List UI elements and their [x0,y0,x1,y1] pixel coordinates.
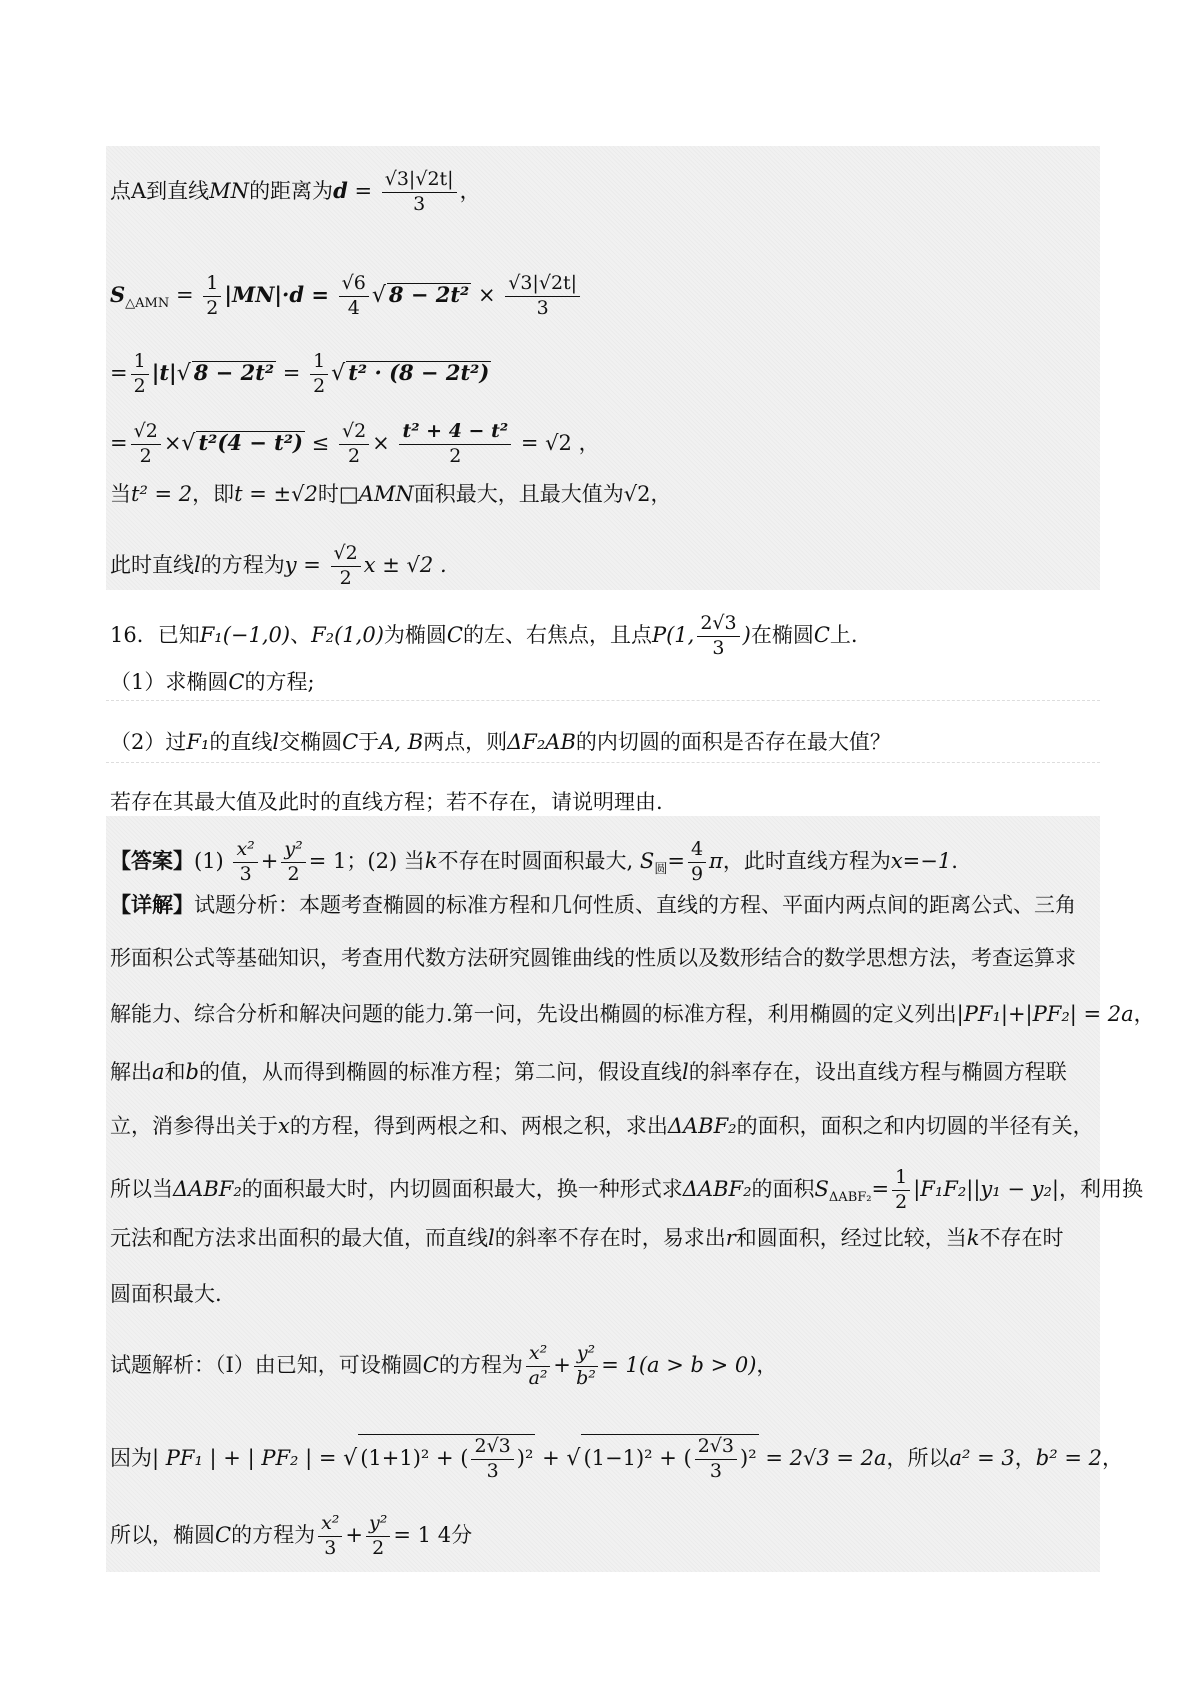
math: | PF₁ | + | PF₂ | = [152,1445,337,1470]
math: l [488,1226,495,1250]
text: = 1 [393,1522,432,1547]
text: 、 [290,622,312,647]
text: ， [650,482,672,506]
math: r [725,1226,736,1250]
solution-line-3 [110,1512,472,1561]
text: 的左、右焦点，且点 [462,622,652,647]
radical: t²(4 − t²) [198,429,303,455]
math: ΔABF₂ [682,1176,752,1201]
area-line-2: = $\frac{1}{2}$ |t|√ 8 − 2t² = $\frac{1}{2}$ √ t² · (8 − 2t²) [110,350,490,397]
fraction: $\frac{4}{9}$ [688,838,706,887]
area-line: $S_{\triangle AMN}$ = $\frac{1}{2}$ |MN|·d = $\frac{√6}{4}$ √ 8 − 2t² × $\frac{√3|√2t|}{3}$ [110,272,583,321]
text: + [260,848,279,873]
text: = [110,430,128,455]
math: S [110,281,126,307]
detail-line-8 [110,1284,222,1305]
fraction: $\frac{√3|√2t|}{3}$ [505,272,580,321]
math: |MN|·d = [224,281,329,307]
question-number: 16． [110,622,158,647]
text: 此时直线 [110,552,194,577]
math: AMN [358,482,414,506]
text: ；(2) 当 [346,848,425,873]
text: ，所以 [886,1445,950,1470]
text: 圆面积最大. [110,1282,222,1306]
text: × [477,282,496,307]
divider [106,762,1100,763]
text: 不存在时圆面积最大, [437,848,634,873]
text: = [175,282,194,307]
math: C [215,1522,232,1547]
math: l [194,552,201,577]
fraction: $\frac{√2}{2}$ [339,420,369,469]
math: k [966,1226,980,1250]
text: 为椭圆 [383,622,447,647]
fraction: $\frac{1}{2}$ [131,350,149,399]
math: F₂(1,0) [311,622,384,647]
math: a [152,1060,165,1084]
fraction: $\frac{1}{2}$ [203,272,221,321]
text: 的值，从而得到椭圆的标准方程；第二问，假设直线 [198,1060,682,1084]
question-16-part-3 [110,792,663,813]
text: = √2 ， [520,430,600,455]
text: . [951,848,958,873]
text: 和圆面积，经过比较，当 [735,1226,967,1250]
math: √2 [623,482,651,506]
math: F₁ [186,730,210,754]
line-eq [110,542,447,591]
text: 解能力、综合分析和解决问题的能力.第一问，先设出椭圆的标准方程，利用椭圆的定义列出 [110,1002,957,1026]
text: 上. [829,622,858,647]
fraction: $\frac{√2}{2}$ [131,420,161,469]
text: × [163,430,182,455]
area-line-3: = $\frac{√2}{2}$ ×√ t²(4 − t²) ≤ $\frac{√2}{2}$ × $\frac{\text{t² + 4 − t²}}{2}$ = √2 ， [110,420,600,467]
text: ， [1133,1002,1155,1026]
text: 的方程为 [200,552,285,577]
math: S [814,1176,829,1201]
text: + [542,1445,560,1470]
text: 的方程为 [438,1352,523,1377]
text: （2）过 [110,730,187,754]
fraction: $\frac{√6}{4}$ [339,272,369,321]
text: 的面积 [751,1176,815,1201]
text: 的方程; [244,670,315,694]
text: 的内切圆的面积是否存在最大值？ [575,730,891,754]
text: 在椭圆 [750,622,814,647]
text: 因为 [110,1445,152,1470]
radical: (1+1)² + ( $\frac{2√3}{3}$ )² [360,1435,534,1482]
text: 不存在时 [979,1226,1064,1250]
text: 的面积最大时，内切圆面积最大，换一种形式求 [241,1176,683,1201]
text: 所以当 [110,1176,173,1201]
text: 的方程，得到两根之和、两根之积，求出 [289,1114,668,1138]
math: x [278,1114,290,1138]
fraction: $\frac{√2}{2}$ [331,542,361,591]
text: ≤ [311,430,330,455]
math: x ± √2 . [363,552,447,577]
answer-label: 【答案】 [110,847,194,873]
divider [106,700,1100,701]
text: ，利用换 [1058,1176,1143,1201]
text: 试题解析：（Ⅰ）由已知，可设椭圆 [110,1352,423,1377]
text: = [110,360,128,385]
fraction: $\frac{\text{x²}}{\text{a²}}$ [526,1342,550,1391]
math: = 2√3 = 2a [765,1445,887,1470]
math: C [422,1352,439,1377]
fraction: $\frac{1}{2}$ [892,1166,910,1215]
text: 的斜率存在，设出直线方程与椭圆方程联 [688,1060,1067,1084]
text: 立，消参得出关于 [110,1114,278,1138]
math: |F₁F₂||y₁ − y₂| [913,1176,1059,1201]
math: S [639,848,655,873]
detail-label: 【详解】 [110,892,194,917]
fraction: $\frac{\text{y²}}{\text{b²}}$ [574,1342,598,1391]
math: d [333,177,348,203]
math: t² = 2 [131,482,193,506]
question-16-part-2 [110,732,891,753]
radical: 8 − 2t² [388,281,470,307]
fraction: $\frac{2√3}{3}$ [471,1435,513,1484]
question-16-part-1 [110,672,315,693]
subscript: △AMN [125,295,170,311]
text: 若存在其最大值及此时的直线方程；若不存在，请说明理由. [110,790,663,814]
text: ， [1101,1445,1123,1470]
math: |t| [151,359,177,385]
math: x=−1 [890,848,952,873]
fraction: $\frac{√3|√2t|}{3}$ [382,168,457,217]
fraction: $\frac{\text{t² + 4 − t²}}{2}$ [399,420,511,469]
text: = 1 [308,848,347,873]
text: 所以，椭圆 [110,1522,215,1547]
math: = 1(a > b > 0) [601,1352,757,1377]
text: + [553,1352,571,1377]
fraction: $\frac{2√3}{3}$ [695,1435,737,1484]
text: (1) [194,848,224,873]
score: 4分 [437,1522,473,1547]
text: ， [1014,1445,1036,1470]
text: 时□ [317,482,359,506]
text: = [667,848,685,873]
text: = [354,178,373,203]
text: 的直线 [209,730,273,754]
math: C [446,622,463,647]
subscript: ΔABF₂ [828,1189,872,1205]
math: l [681,1060,689,1084]
math: C [228,670,245,694]
text: 的斜率不存在时，易求出 [494,1226,726,1250]
detail-line-2 [110,948,1076,969]
text: ，此时直线方程为 [722,848,891,873]
math: A, B [379,730,424,754]
math: C [342,730,359,754]
math: MN [209,178,250,203]
text: 元法和配方法求出面积的最大值，而直线 [110,1226,488,1250]
detail-line-7 [110,1228,1064,1249]
math: ΔF₂AB [507,730,576,754]
math: b² = 2 [1035,1445,1102,1470]
text: 交椭圆 [279,730,343,754]
text: 解出 [110,1060,152,1084]
solution-line-1 [110,1342,777,1391]
math: P(1, [651,622,695,647]
question-16 [110,612,858,661]
text: ， [756,1352,778,1377]
text: 于 [358,730,380,754]
fraction: $\frac{\text{x²}}{3}$ [233,838,257,887]
text: × [372,430,390,455]
math: l [272,730,280,754]
detail-line-1 [110,894,1076,916]
distance-line [110,168,481,217]
text: 两点，则 [423,730,508,754]
math: b [185,1060,199,1084]
detail-line-4 [110,1062,1067,1083]
math: ΔABF₂ [173,1176,242,1201]
fraction: $\frac{1}{2}$ [310,350,328,399]
text: ，即 [192,482,235,506]
fraction: $\frac{\text{y²}}{2}$ [366,1512,390,1561]
text: 面积最大，且最大值为 [413,482,624,506]
max-line [110,484,672,505]
math: a² = 3 [949,1445,1015,1470]
fraction: $\frac{2√3}{3}$ [697,612,739,661]
text: 的面积，面积之和内切圆的半径有关， [736,1114,1094,1138]
radical: (1−1)² + ( $\frac{2√3}{3}$ )² [583,1435,757,1482]
text: 当 [110,482,131,506]
text: 已知 [157,622,200,647]
math: ΔABF₂ [667,1114,737,1138]
text: 形面积公式等基础知识，考查用代数方法研究圆锥曲线的性质以及数形结合的数学思想方法，考查运算求 [110,946,1076,970]
text: ， [459,178,481,203]
text: = [871,1176,890,1201]
radical: 8 − 2t² [193,359,275,385]
fraction: $\frac{\text{y²}}{2}$ [281,838,305,887]
math: C [813,622,830,647]
text: 的方程为 [231,1522,316,1547]
subscript: 圆 [654,861,668,877]
text: （1）求椭圆 [110,670,229,694]
math: y = [284,552,321,577]
fraction: $\frac{\text{x²}}{3}$ [318,1512,342,1561]
math: F₁(−1,0) [199,622,291,647]
text: 点A到直线 [110,178,210,203]
math: ) [742,622,751,647]
detail-line-5 [110,1116,1094,1137]
math: π [709,848,723,873]
detail-line-3 [110,1004,1155,1025]
text: 和 [164,1060,186,1084]
text: + [345,1522,364,1547]
text: 的距离为 [249,178,334,203]
math: |PF₁|+|PF₂| = 2a [956,1002,1134,1026]
math: k [424,848,438,873]
detail-line-6 [110,1166,1143,1215]
answer-line [110,838,958,887]
text: 试题分析：本题考查椭圆的标准方程和几何性质、直线的方程、平面内两点间的距离公式、三角 [194,893,1076,917]
solution-line-2: 因为| PF₁ | + | PF₂ | = √ (1+1)² + ( $\frac{2√3}{3}$ )² + √ (1−1)² + ( $\frac{2√3}{3}$ )² = 2√3 = 2a，所以a² = 3，b² = 2， [110,1435,1123,1482]
math: t = ±√2 [234,482,318,506]
text: = [282,360,301,385]
radical: t² · (8 − 2t²) [348,359,490,385]
